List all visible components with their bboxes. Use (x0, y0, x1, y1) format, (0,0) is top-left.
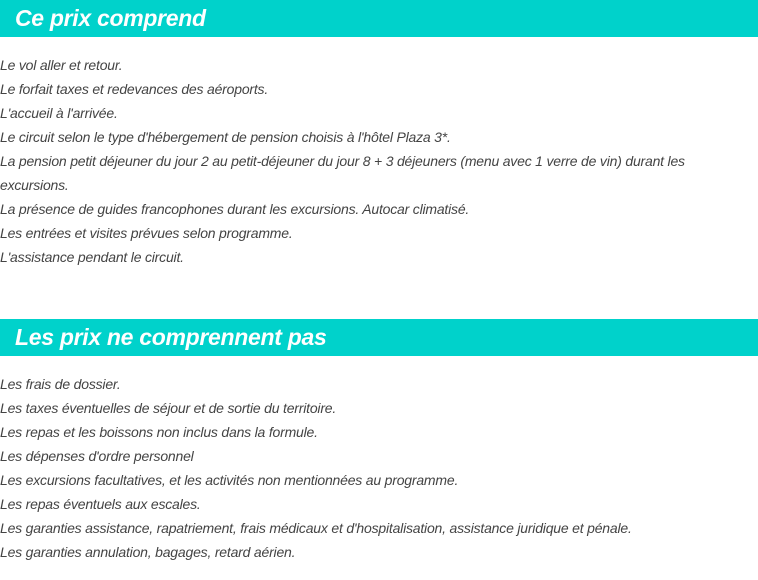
excluded-item: Les repas éventuels aux escales. (0, 496, 201, 512)
excluded-item: Les garanties annulation, bagages, retard aérien. (0, 544, 296, 560)
included-list (0, 53, 740, 269)
excluded-item: Les repas et les boissons non inclus dans la formule. (0, 424, 318, 440)
excluded-list (0, 372, 740, 564)
excluded-section-heading: Les prix ne comprennent pas (0, 319, 758, 356)
excluded-item: Les frais de dossier. (0, 376, 121, 392)
included-item: L'accueil à l'arrivée. (0, 105, 118, 121)
excluded-item: Les dépenses d'ordre personnel (0, 448, 194, 464)
included-item: L'assistance pendant le circuit. (0, 249, 184, 265)
included-section-heading: Ce prix comprend (0, 0, 758, 37)
included-item: Le circuit selon le type d'hébergement de pension choisis à l'hôtel Plaza 3*. (0, 129, 451, 145)
excluded-item: Les garanties assistance, rapatriement, frais médicaux et d'hospitalisation, assistance juridique et pénale. (0, 520, 632, 536)
included-item: Le forfait taxes et redevances des aéroports. (0, 81, 269, 97)
included-item: Les entrées et visites prévues selon programme. (0, 225, 293, 241)
excluded-item: Les taxes éventuelles de séjour et de sortie du territoire. (0, 400, 337, 416)
included-item: Le vol aller et retour. (0, 57, 123, 73)
excluded-item: Les excursions facultatives, et les activités non mentionnées au programme. (0, 472, 459, 488)
included-item: La présence de guides francophones durant les excursions. Autocar climatisé. (0, 201, 470, 217)
included-item: La pension petit déjeuner du jour 2 au petit-déjeuner du jour 8 + 3 déjeuners (menu avec 1 verre de vin) durant les excursions. (0, 153, 685, 193)
